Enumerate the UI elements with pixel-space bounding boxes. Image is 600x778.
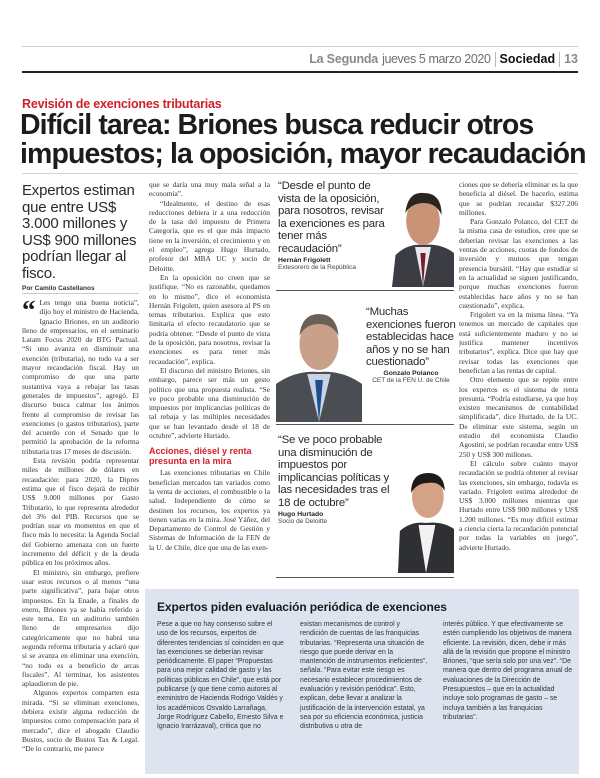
body-column-2 [149,180,270,585]
masthead-divider [559,52,560,67]
portrait-photo-polanco [276,298,362,422]
portrait-photo-hurtado [398,465,454,573]
body-column-4 [459,180,578,585]
paragraph: “Idealmente, el destino de esas reducciones debiera ir a una reducción de la tasa del impuesto de Primera Categoría, que es el que más impacto tiene en la inversión, el crecimiento y en el empleo”, agrega Hugo Hurtado, profesor del MBA UC y socio de Deloitte. [149,198,270,273]
section-name: Sociedad [499,52,556,66]
paragraph: que se daría una muy mala señal a la economía”. [149,180,270,199]
paragraph: Otro elemento que se repite entre los expertos es el sistema de renta presunta. “Podría estudiarse, ya que hoy existen mecanismos de contabilidad simplificada”, dice Hurtado, de la UC. De eliminar este sistema, según un estudio del economista Claudio Agostini, se podrían recaudar entre US$ 250 y US$ 300 millones. [459,375,578,459]
paragraph: En la oposición no creen que se justifique. “No es razonable, quedamos en lo mismo”, dice el economista Hernán Frigolett, quien asesora al PS en temas tributarios. Explica que esto limitaría el efecto recaudatorio que se podría obtener. “Desde el punto de vista de la oposición, para nosotros, revisar la exenciones es para tener más recaudación”, explica. [149,272,270,366]
quote-text: “Se ve poco probable una disminución de impuestos por implicancias políticas y las necesidades tras el 18 de octubre” [278,434,390,509]
article-kicker: Revisión de exenciones tributarias [22,97,222,111]
quote-divider [276,577,454,578]
quote-author-role: Socio de Deloitte [278,517,328,525]
article-headline: Difícil tarea: Briones busca reducir otros impuestos; la oposición, mayor recaudación [20,109,586,170]
quote-author: Hugo Hurtado [278,510,324,518]
drop-quote-mark: “ [22,298,36,325]
byline: Por Camilo Castellanos [22,285,95,292]
byline-rule [22,293,139,294]
pull-quote-hurtado [278,434,393,525]
portrait-photo-frigolett [392,183,454,287]
sidebar-box-title: Expertos piden evaluación periódica de exenciones [157,600,447,614]
paragraph: Frigolett va en la misma línea. “Ya tenemos un mercado de capitales que está suficientemente maduro y no se justifica mantener incentivos tributarios”, explica. Dice que hay que revisar todas las exenciones que benefician a las rentas de capital. [459,310,578,375]
paragraph: El cálculo sobre cuánto mayor recaudación se podría obtener al revisar las exenciones, sin embargo, todavía es variado. Frigolett estima alrededor de US$ 3.000 millones mientras que Hurtado entre US$ 900 millones y US$ 1.200 millones. “Es muy difícil estimar a ciencia cierta la recaudación potencial por todas la variables en juego”, advierte Hurtado. [459,458,578,552]
masthead [309,50,578,68]
paragraph: Para Gonzalo Polanco, del CET de la misma casa de estudios, cree que se deberían revisar las exenciones a las ventas de acciones, cuotas de fondos de inversión y mutuos que tengan presencia bursátil. “Hay que estudiar si en la actualidad se siguen justificando, porque muchas exenciones fueron establecidas hace años y no se han cuestionado”, explica. [459,217,578,310]
paragraph: Algunos expertos comparten esta mirada. “Si se eliminan exenciones, debiera existir alguna reducción de impuestos como compensación para el mercado”, dice el abogado Claudio Bustos, socio de Bustos Tax & Legal. “De lo contrario, me parece [22,688,139,754]
pull-quote-polanco [366,306,456,384]
quote-text: “Muchas exenciones fueron establecidas hace años y no se han cuestionado” [366,306,456,369]
page-number: 13 [564,52,578,66]
paragraph: El ministro, sin embargo, prefiere usar estos recursos o al menos “una parte significativa”, para bajar otros impuestos. En la Enade, a finales de enero, Briones ya se había referido a este tema. En un auditorio también lleno de empresarios dijo categóricamente que no habrá una segunda reforma tributaria y aclaró que si se avanza en eliminar una exención, “no todo es a beneficio de arcas fiscales”. Al terminar, los asistentes aplaudieron de pie. [22,567,139,689]
quote-author-role: CET de la FEN U. de Chile [372,376,450,384]
body-column-1 [22,298,139,776]
newspaper-name: La Segunda [309,52,379,66]
sidebar-box [145,589,579,774]
section-subhead: Acciones, diésel y renta presunta en la mira [149,446,252,467]
headline-rule [22,173,578,174]
quote-text: “Desde el punto de vista de la oposición, para nosotros, revisar la exenciones es para tener más recaudación” [278,180,385,255]
article-summary: Expertos estiman que entre US$ 3.000 millones y US$ 900 millones podrían llegar al fisco. [22,182,137,282]
quote-author: Gonzalo Polanco [383,369,439,377]
pull-quote-frigolett [278,180,390,271]
paragraph: “ Les tengo una buena noticia”, dijo hoy el ministro de Hacienda, Ignacio Briones, en un auditorio lleno de empresarios, en el seminario Latam Focus 2020 de BTG Pactual. “Si uno avanza en disminuir una exención (tributaria), no todo va a ser mayor recaudación fiscal. Hay un compromiso de que una parte sustantiva vaya a rebajar las tasas generales de impuestos”, agregó. El discurso busca calmar los ánimos frente al compromiso de revisar las exenciones (o gastos tributarios), parte del acuerdo con el Senado que le permitió la aprobación de la reforma tributaria tras 17 meses de discusión. [22,298,139,456]
quote-divider [276,424,454,425]
top-rule [22,46,578,47]
masthead-rule [22,71,578,73]
paragraph: ciones que se debería eliminar es la que beneficia al diésel. De hacerlo, estima que se podrían recaudar $327.206 millones. [459,180,578,217]
issue-date: jueves 5 marzo 2020 [382,52,491,66]
sidebar-box-column-2: existan mecanismos de control y rendición de cuentas de las franquicias tributarias. “Representa una situación de riesgo que puede derivar en la mantención de instrumentos ineficientes”, señala. “Para evitar este riesgo es necesario establecer procedimientos de evaluación y revisión periódica”. Esto, explican, debe llevar a analizar la justificación de la intervención estatal, ya sea por su eficiencia económica, justicia distributiva u otra de [300,621,428,731]
sidebar-box-column-1: Pese a que no hay consenso sobre el uso de los recursos, expertos de diferentes tendencias sí coinciden en que las exenciones se deberían revisar periódicamente. El paper “Propuestas para una mejor calidad de gasto y las políticas públicas en Chile”, que está por publicarse (y que tiene como autores al exministro de Hacienda Rodrigo Valdés y los académicos Osvaldo Larrañaga, Jorge Rodríguez Cabello, Ernesto Silva e Ignacio Irarrázaval), critica que no [157,621,284,731]
quote-author-role: Extesorero de la República [278,263,357,271]
paragraph: El discurso del ministro Briones, sin embargo, parece ser más un gesto político que una propuesta realista. “Se ve poco probable una disminución de impuestos por implicancias políticas de tal rebaja y las múltiples necesidades que se han levantado desde el 18 de octubre”, advierte Hurtado. [149,365,270,441]
quote-author: Hernán Frigolett [278,256,331,264]
masthead-divider [495,52,496,67]
paragraph: Las exenciones tributarias en Chile benefician mercados tan variados como la venta de acciones, el combustible o la salud. Independiente de cómo se destinen los recursos, los expertos ya tienen varias en la mira. José Yáñez, del Departamento de Control de Gestión y Sistemas de Información de la FEN de la U. de Chile, dice que una de las exen- [149,468,270,552]
quote-divider [276,290,454,291]
sidebar-box-column-3: interés público. Y que efectivamente se estén cumpliendo los objetivos de manera eficiente. La revisión, dicen, debe ir más allá de la revisión que propone el ministro Briones, “que sería solo por una vez”. “De manera que dentro del programa anual de evaluaciones de la Dirección de Presupuestos – que en la actualidad incluye solo programas de gasto – se incluya también a las franquicias tributarias”. [443,621,573,721]
paragraph: Esta revisión podría representar miles de millones de dólares en recaudación: para 2020, la Dipres estima que el fisco dejará de recibir US$ 9.000 millones por Gasto Tributario, lo que representa alrededor del 3% del PIB. Recursos que se podrían usar en momentos en que el fisco más lo necesita: la Agenda Social del Gobierno amenaza con un fuerte incremento del déficit y de la deuda pública en los próximos años. [22,456,139,568]
